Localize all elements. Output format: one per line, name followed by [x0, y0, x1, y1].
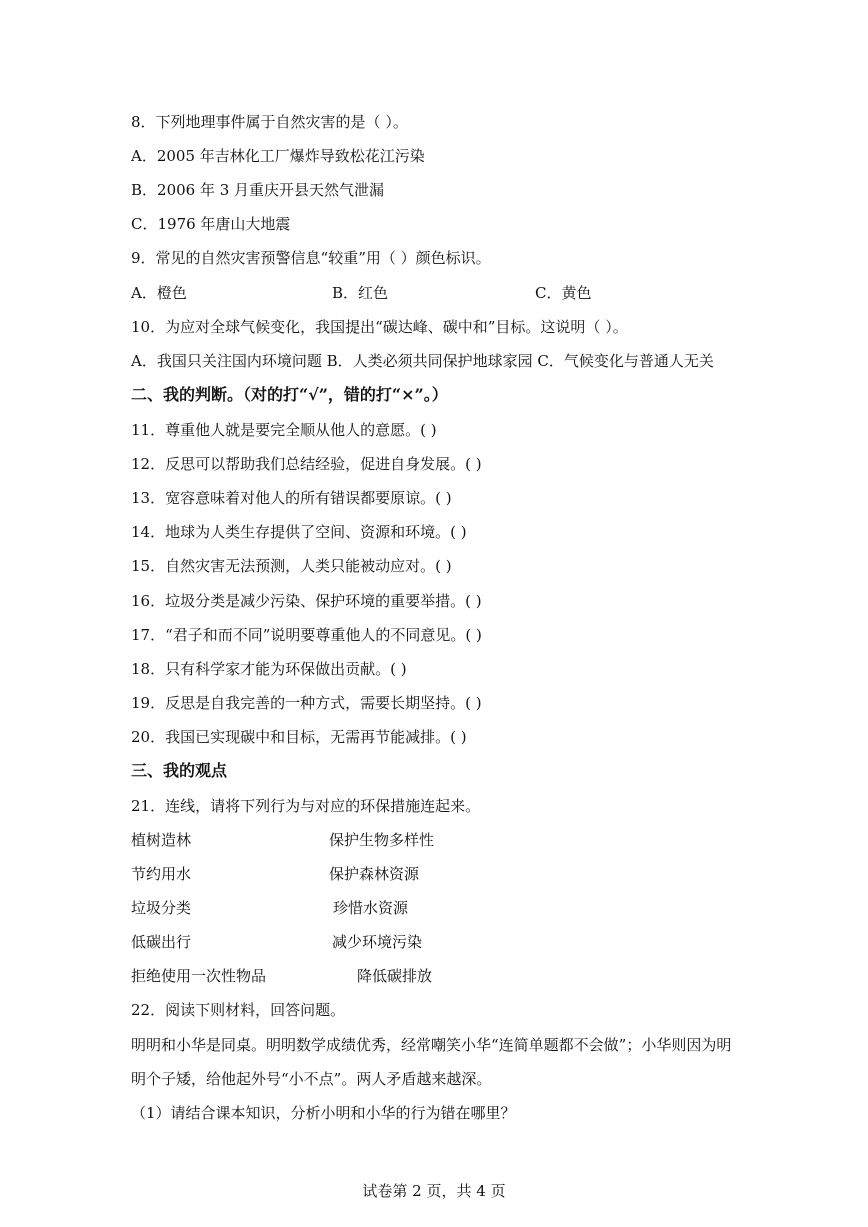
q22-paragraph: 明个子矮，给他起外号“小不点”。两人矛盾越来越深。 — [131, 1070, 492, 1088]
judgement-item: 13．宽容意味着对他人的所有错误都要原谅。( ) — [131, 489, 452, 507]
q9-stem: 9．常见的自然灾害预警信息“较重”用（ ）颜色标识。 — [131, 249, 491, 267]
q9-option-b: B．红色 — [332, 284, 389, 302]
q22-paragraph: 明明和小华是同桌。明明数学成绩优秀，经常嘲笑小华“连简单题都不会做”；小华则因为明 — [131, 1036, 732, 1054]
q22-stem: 22．阅读下则材料，回答问题。 — [131, 1001, 346, 1019]
section3-heading: 三、我的观点 — [131, 761, 228, 780]
page-footer: 试卷第 2 页，共 4 页 — [362, 1182, 506, 1200]
matching-right: 保护生物多样性 — [329, 831, 435, 849]
judgement-item: 17．“君子和而不同”说明要尊重他人的不同意见。( ) — [131, 626, 482, 644]
judgement-item: 15．自然灾害无法预测，人类只能被动应对。( ) — [131, 557, 452, 575]
matching-left: 植树造林 — [131, 831, 192, 849]
matching-right: 保护森林资源 — [329, 865, 420, 883]
matching-left: 低碳出行 — [131, 933, 192, 951]
q8-option-b: B．2006 年 3 月重庆开县天然气泄漏 — [131, 181, 385, 199]
matching-right: 降低碳排放 — [357, 967, 433, 985]
judgement-item: 16．垃圾分类是减少污染、保护环境的重要举措。( ) — [131, 592, 482, 610]
q8-stem: 8．下列地理事件属于自然灾害的是（ ）。 — [131, 113, 408, 131]
judgement-item: 19．反思是自我完善的一种方式，需要长期坚持。( ) — [131, 694, 482, 712]
matching-left: 节约用水 — [131, 865, 192, 883]
judgement-item: 20．我国已实现碳中和目标，无需再节能减排。( ) — [131, 728, 467, 746]
q8-option-a: A．2005 年吉林化工厂爆炸导致松花江污染 — [131, 147, 425, 165]
matching-left: 垃圾分类 — [131, 899, 192, 917]
q22-subquestion: （1）请结合课本知识，分析小明和小华的行为错在哪里？ — [131, 1104, 516, 1122]
section2-heading: 二、我的判断。（对的打“√”，错的打“×”。） — [131, 385, 448, 404]
q21-stem: 21．连线，请将下列行为与对应的环保措施连起来。 — [131, 797, 481, 815]
judgement-item: 12．反思可以帮助我们总结经验，促进自身发展。( ) — [131, 455, 482, 473]
matching-right: 减少环境污染 — [332, 933, 423, 951]
q8-option-c: C．1976 年唐山大地震 — [131, 215, 291, 233]
q9-option-a: A．橙色 — [131, 284, 187, 302]
judgement-item: 18．只有科学家才能为环保做出贡献。( ) — [131, 660, 407, 678]
q10-stem: 10．为应对全球气候变化，我国提出“碳达峰、碳中和”目标。这说明（ ）。 — [131, 318, 628, 336]
q10-options: A．我国只关注国内环境问题 B．人类必须共同保护地球家园 C．气候变化与普通人无关 — [131, 352, 714, 370]
judgement-item: 14．地球为人类生存提供了空间、资源和环境。( ) — [131, 523, 467, 541]
matching-left: 拒绝使用一次性物品 — [131, 967, 267, 985]
judgement-item: 11．尊重他人就是要完全顺从他人的意愿。( ) — [131, 421, 437, 439]
q9-option-c: C．黄色 — [535, 284, 592, 302]
matching-right: 珍惜水资源 — [333, 899, 409, 917]
